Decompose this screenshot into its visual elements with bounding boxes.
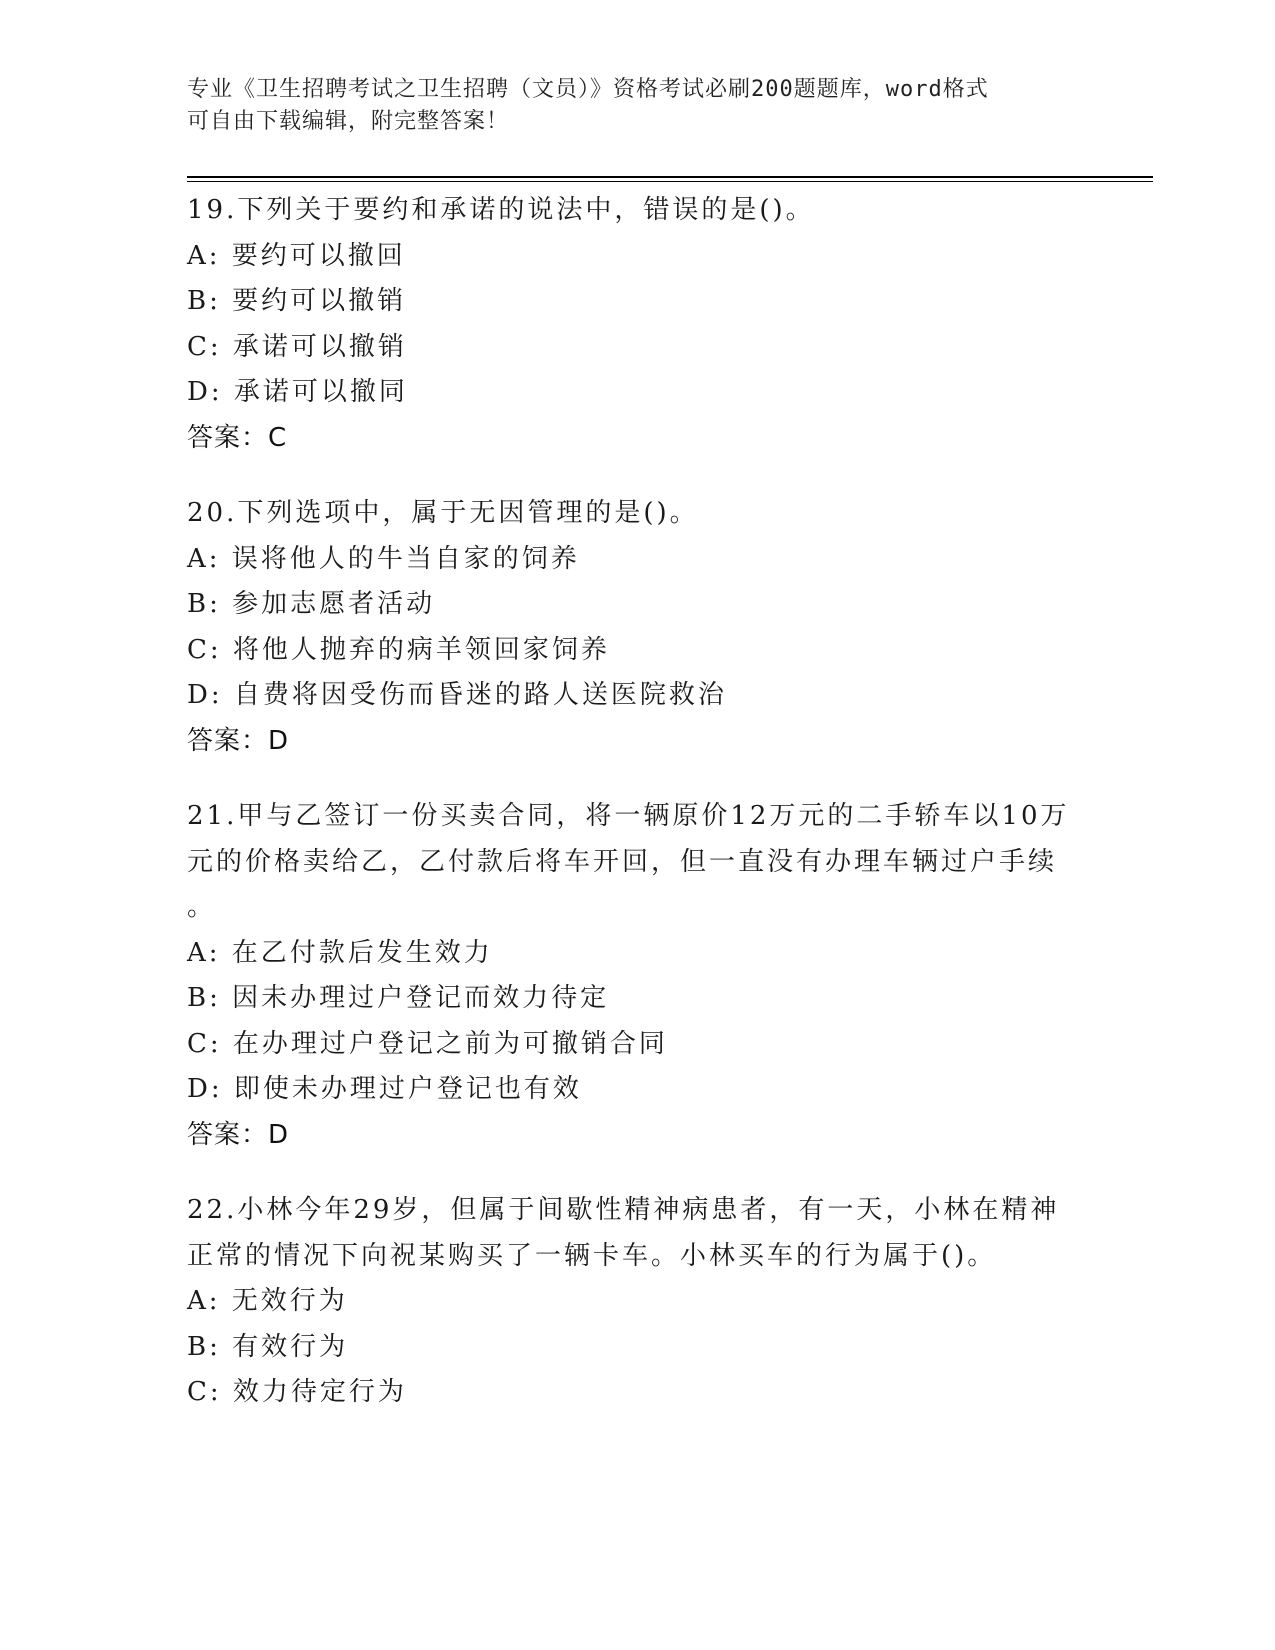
- option-b: B: 有效行为: [187, 1331, 349, 1362]
- option-b: B: 因未办理过户登记而效力待定: [187, 983, 610, 1013]
- option-d: D: 承诺可以撤同: [187, 377, 408, 407]
- option-c: C: 在办理过户登记之前为可撤销合同: [187, 1028, 668, 1059]
- question-list: [187, 188, 1087, 1446]
- option-c: C: 效力待定行为: [187, 1377, 407, 1407]
- header-divider-thick: [187, 176, 1153, 178]
- question-21: [187, 794, 1087, 1158]
- question-text-line-1: 21.甲与乙签订一份买卖合同，将一辆原价12万元的二手轿车以10万: [187, 801, 1070, 831]
- question-text-line-2: 正常的情况下向祝某购买了一辆卡车。小林买车的行为属于()。: [187, 1240, 997, 1271]
- option-c: C: 将他人抛弃的病羊领回家饲养: [187, 634, 610, 665]
- header-line-2: 可自由下载编辑，附完整答案！: [187, 109, 510, 134]
- option-a: A: 在乙付款后发生效力: [187, 937, 493, 968]
- question-22: [187, 1188, 1087, 1416]
- question-text-line-3: 。: [187, 892, 217, 922]
- option-a: A: 要约可以撤回: [187, 240, 406, 271]
- question-text: 19.下列关于要约和承诺的说法中，错误的是()。: [187, 195, 815, 225]
- question-19: [187, 188, 1087, 461]
- option-a: A: 无效行为: [187, 1286, 348, 1316]
- header-divider-thin: [187, 181, 1153, 182]
- answer: 答案：C: [187, 422, 288, 453]
- option-b: B: 要约可以撤销: [187, 286, 407, 316]
- question-20: [187, 491, 1087, 764]
- question-text: 20.下列选项中，属于无因管理的是()。: [187, 498, 699, 528]
- document-header: [187, 74, 1067, 138]
- option-d: D: 自费将因受伤而昏迷的路人送医院救治: [187, 680, 727, 710]
- option-b: B: 参加志愿者活动: [187, 589, 436, 619]
- header-line-1: 专业《卫生招聘考试之卫生招聘（文员）》资格考试必刷200题题库，word格式: [187, 77, 989, 102]
- option-a: A: 误将他人的牛当自家的饲养: [187, 543, 580, 574]
- answer: 答案：D: [187, 725, 290, 756]
- option-c: C: 承诺可以撤销: [187, 331, 407, 362]
- answer: 答案：D: [187, 1119, 290, 1150]
- question-text-line-1: 22.小林今年29岁，但属于间歇性精神病患者，有一天，小林在精神: [187, 1195, 1060, 1225]
- option-d: D: 即使未办理过户登记也有效: [187, 1074, 582, 1104]
- question-text-line-2: 元的价格卖给乙，乙付款后将车开回，但一直没有办理车辆过户手续: [187, 846, 1058, 877]
